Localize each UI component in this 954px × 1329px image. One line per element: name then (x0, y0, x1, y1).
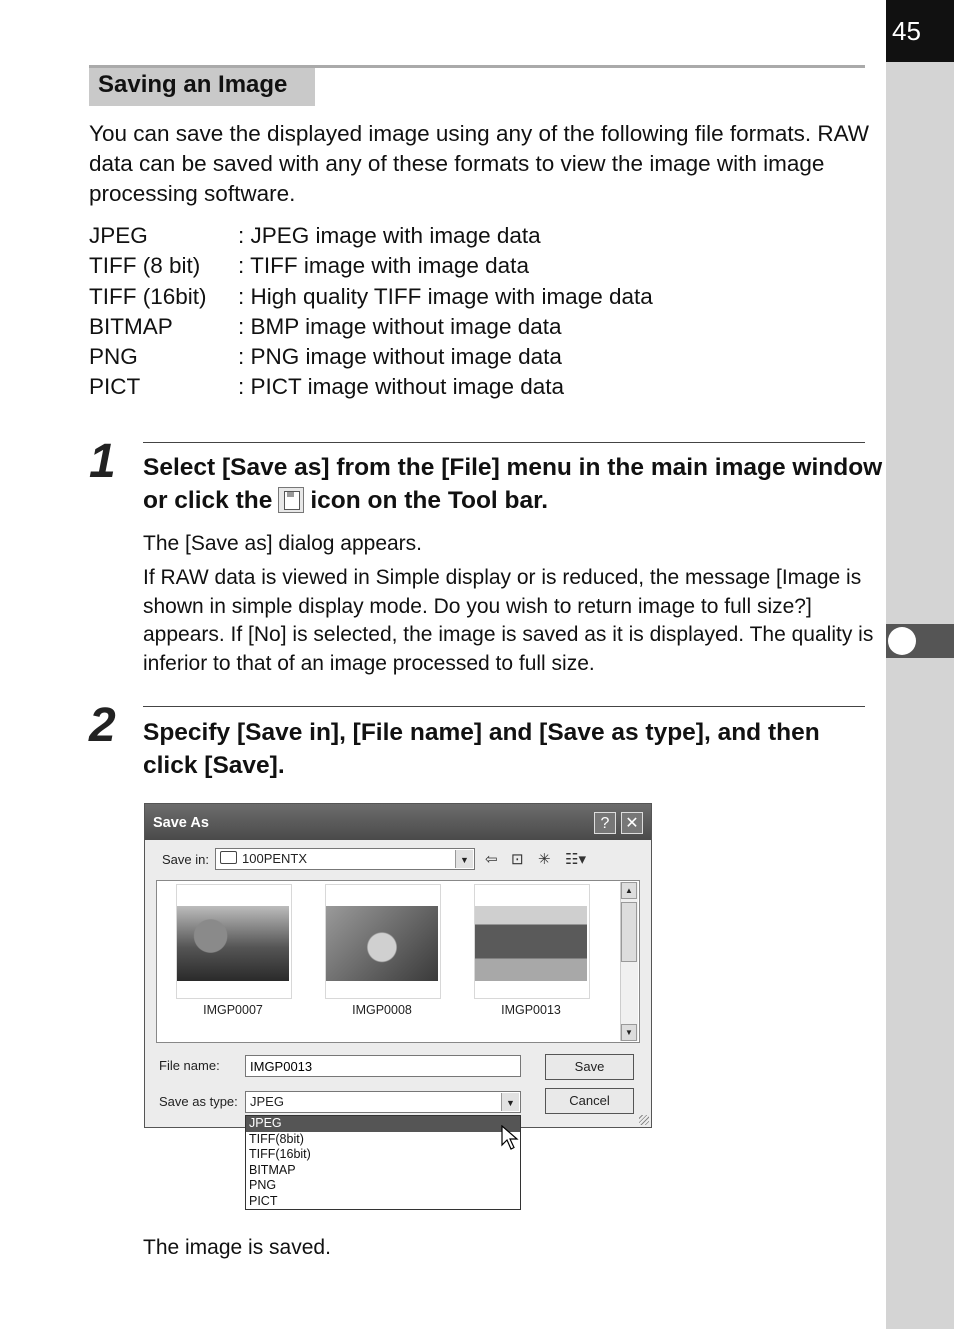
thumbnail[interactable] (176, 884, 292, 999)
page-number: 45 (886, 0, 954, 62)
format-row (89, 372, 653, 402)
file-name-label: File name: (159, 1058, 220, 1073)
cancel-button[interactable]: Cancel (545, 1088, 634, 1114)
view-menu-icon[interactable]: ☷▾ (565, 851, 586, 868)
intro-paragraph: You can save the displayed image using any of the following file formats. RAW data can be saved with any of these formats to view the image with image processing software. (89, 121, 870, 206)
save-as-type-options (245, 1115, 521, 1210)
type-option-bitmap[interactable]: BITMAP (249, 1162, 296, 1177)
chapter-marker (888, 627, 916, 655)
format-desc: : PNG image without image data (238, 344, 562, 370)
step-1-text-2: If RAW data is viewed in Simple display or is reduced, the message [Image is shown in simple display mode. Do you wish to return image to full size?] appears. If [No] is selected, the image is saved as it is displayed. The quality is inferior to that of an image processed to full size. (143, 566, 874, 676)
thumbnail-caption: IMGP0008 (352, 1003, 412, 1017)
format-name: PICT (89, 374, 141, 400)
type-option-pict[interactable]: PICT (249, 1193, 278, 1208)
side-tab-strip (886, 0, 954, 1329)
step-2-title: Specify [Save in], [File name] and [Save as type], and then click [Save]. (143, 719, 820, 779)
save-in-value: 100PENTX (242, 851, 308, 866)
thumbnail[interactable] (474, 884, 590, 999)
dialog-title-bar (145, 804, 651, 840)
scroll-thumb[interactable] (621, 902, 637, 962)
thumbnail-caption: IMGP0007 (203, 1003, 263, 1017)
chevron-down-icon[interactable]: ▼ (455, 850, 473, 868)
help-button[interactable]: ? (594, 812, 616, 834)
step-1-title-end: icon on the Tool bar. (310, 487, 549, 514)
thumbnail-caption: IMGP0013 (501, 1003, 561, 1017)
save-as-dialog (144, 803, 652, 1128)
thumbnail-image (475, 906, 587, 981)
type-option-png[interactable]: PNG (249, 1178, 277, 1192)
step-1-number: 1 (89, 435, 116, 488)
format-desc: : TIFF image with image data (238, 253, 529, 279)
type-option-tiff16[interactable]: TIFF(16bit) (249, 1147, 311, 1161)
scroll-down-icon[interactable]: ▼ (621, 1024, 637, 1041)
save-as-type-select[interactable] (245, 1091, 521, 1113)
scroll-up-icon[interactable]: ▲ (621, 882, 637, 899)
format-row (89, 282, 653, 312)
format-row (89, 312, 653, 342)
save-in-dropdown[interactable] (215, 848, 475, 870)
format-desc: : JPEG image with image data (238, 223, 541, 248)
step-1-text-1: The [Save as] dialog appears. (143, 532, 423, 555)
vertical-scrollbar[interactable] (620, 882, 638, 1041)
thumbnail-image (326, 906, 438, 981)
resize-grip-icon[interactable] (639, 1115, 649, 1125)
back-icon[interactable]: ⇦ (485, 851, 498, 868)
thumbnail-image (177, 906, 289, 981)
format-row (89, 342, 653, 372)
file-name-field[interactable] (245, 1055, 521, 1077)
format-desc: : PICT image without image data (238, 374, 564, 400)
step-1-rule (143, 442, 865, 443)
save-in-label: Save in: (162, 852, 209, 867)
result-text: The image is saved. (143, 1236, 331, 1259)
format-table (89, 221, 653, 403)
format-name: BITMAP (89, 313, 173, 339)
format-name: JPEG (89, 223, 148, 248)
save-as-type-label: Save as type: (159, 1094, 238, 1109)
type-option-tiff8[interactable]: TIFF(8bit) (249, 1131, 304, 1146)
file-list (156, 880, 640, 1043)
format-desc: : BMP image without image data (238, 313, 562, 339)
chevron-down-icon[interactable]: ▼ (501, 1093, 519, 1111)
format-name: PNG (89, 344, 138, 370)
folder-icon (220, 851, 237, 864)
save-button[interactable]: Save (545, 1054, 634, 1080)
close-button[interactable]: ✕ (621, 812, 643, 834)
new-folder-icon[interactable]: ✳ (538, 851, 551, 868)
type-option-jpeg[interactable]: JPEG (246, 1116, 520, 1132)
step-2-number: 2 (89, 699, 116, 752)
step-1-title (143, 451, 883, 517)
dialog-title: Save As (153, 815, 209, 831)
up-folder-icon[interactable]: ⊡ (511, 851, 524, 868)
format-row (89, 251, 653, 281)
mouse-pointer-icon (501, 1125, 519, 1151)
thumbnail[interactable] (325, 884, 441, 999)
format-name: TIFF (16bit) (89, 283, 207, 309)
save-as-type-value: JPEG (250, 1094, 284, 1109)
format-row (89, 221, 653, 251)
step-2-rule (143, 706, 865, 707)
format-desc: : High quality TIFF image with image data (238, 283, 653, 309)
section-title: Saving an Image (89, 68, 315, 106)
format-name: TIFF (8 bit) (89, 253, 201, 279)
save-icon (278, 487, 304, 513)
step-1-title-start: Select [Save as] from the [File] menu in the main image window or click the (143, 454, 883, 514)
